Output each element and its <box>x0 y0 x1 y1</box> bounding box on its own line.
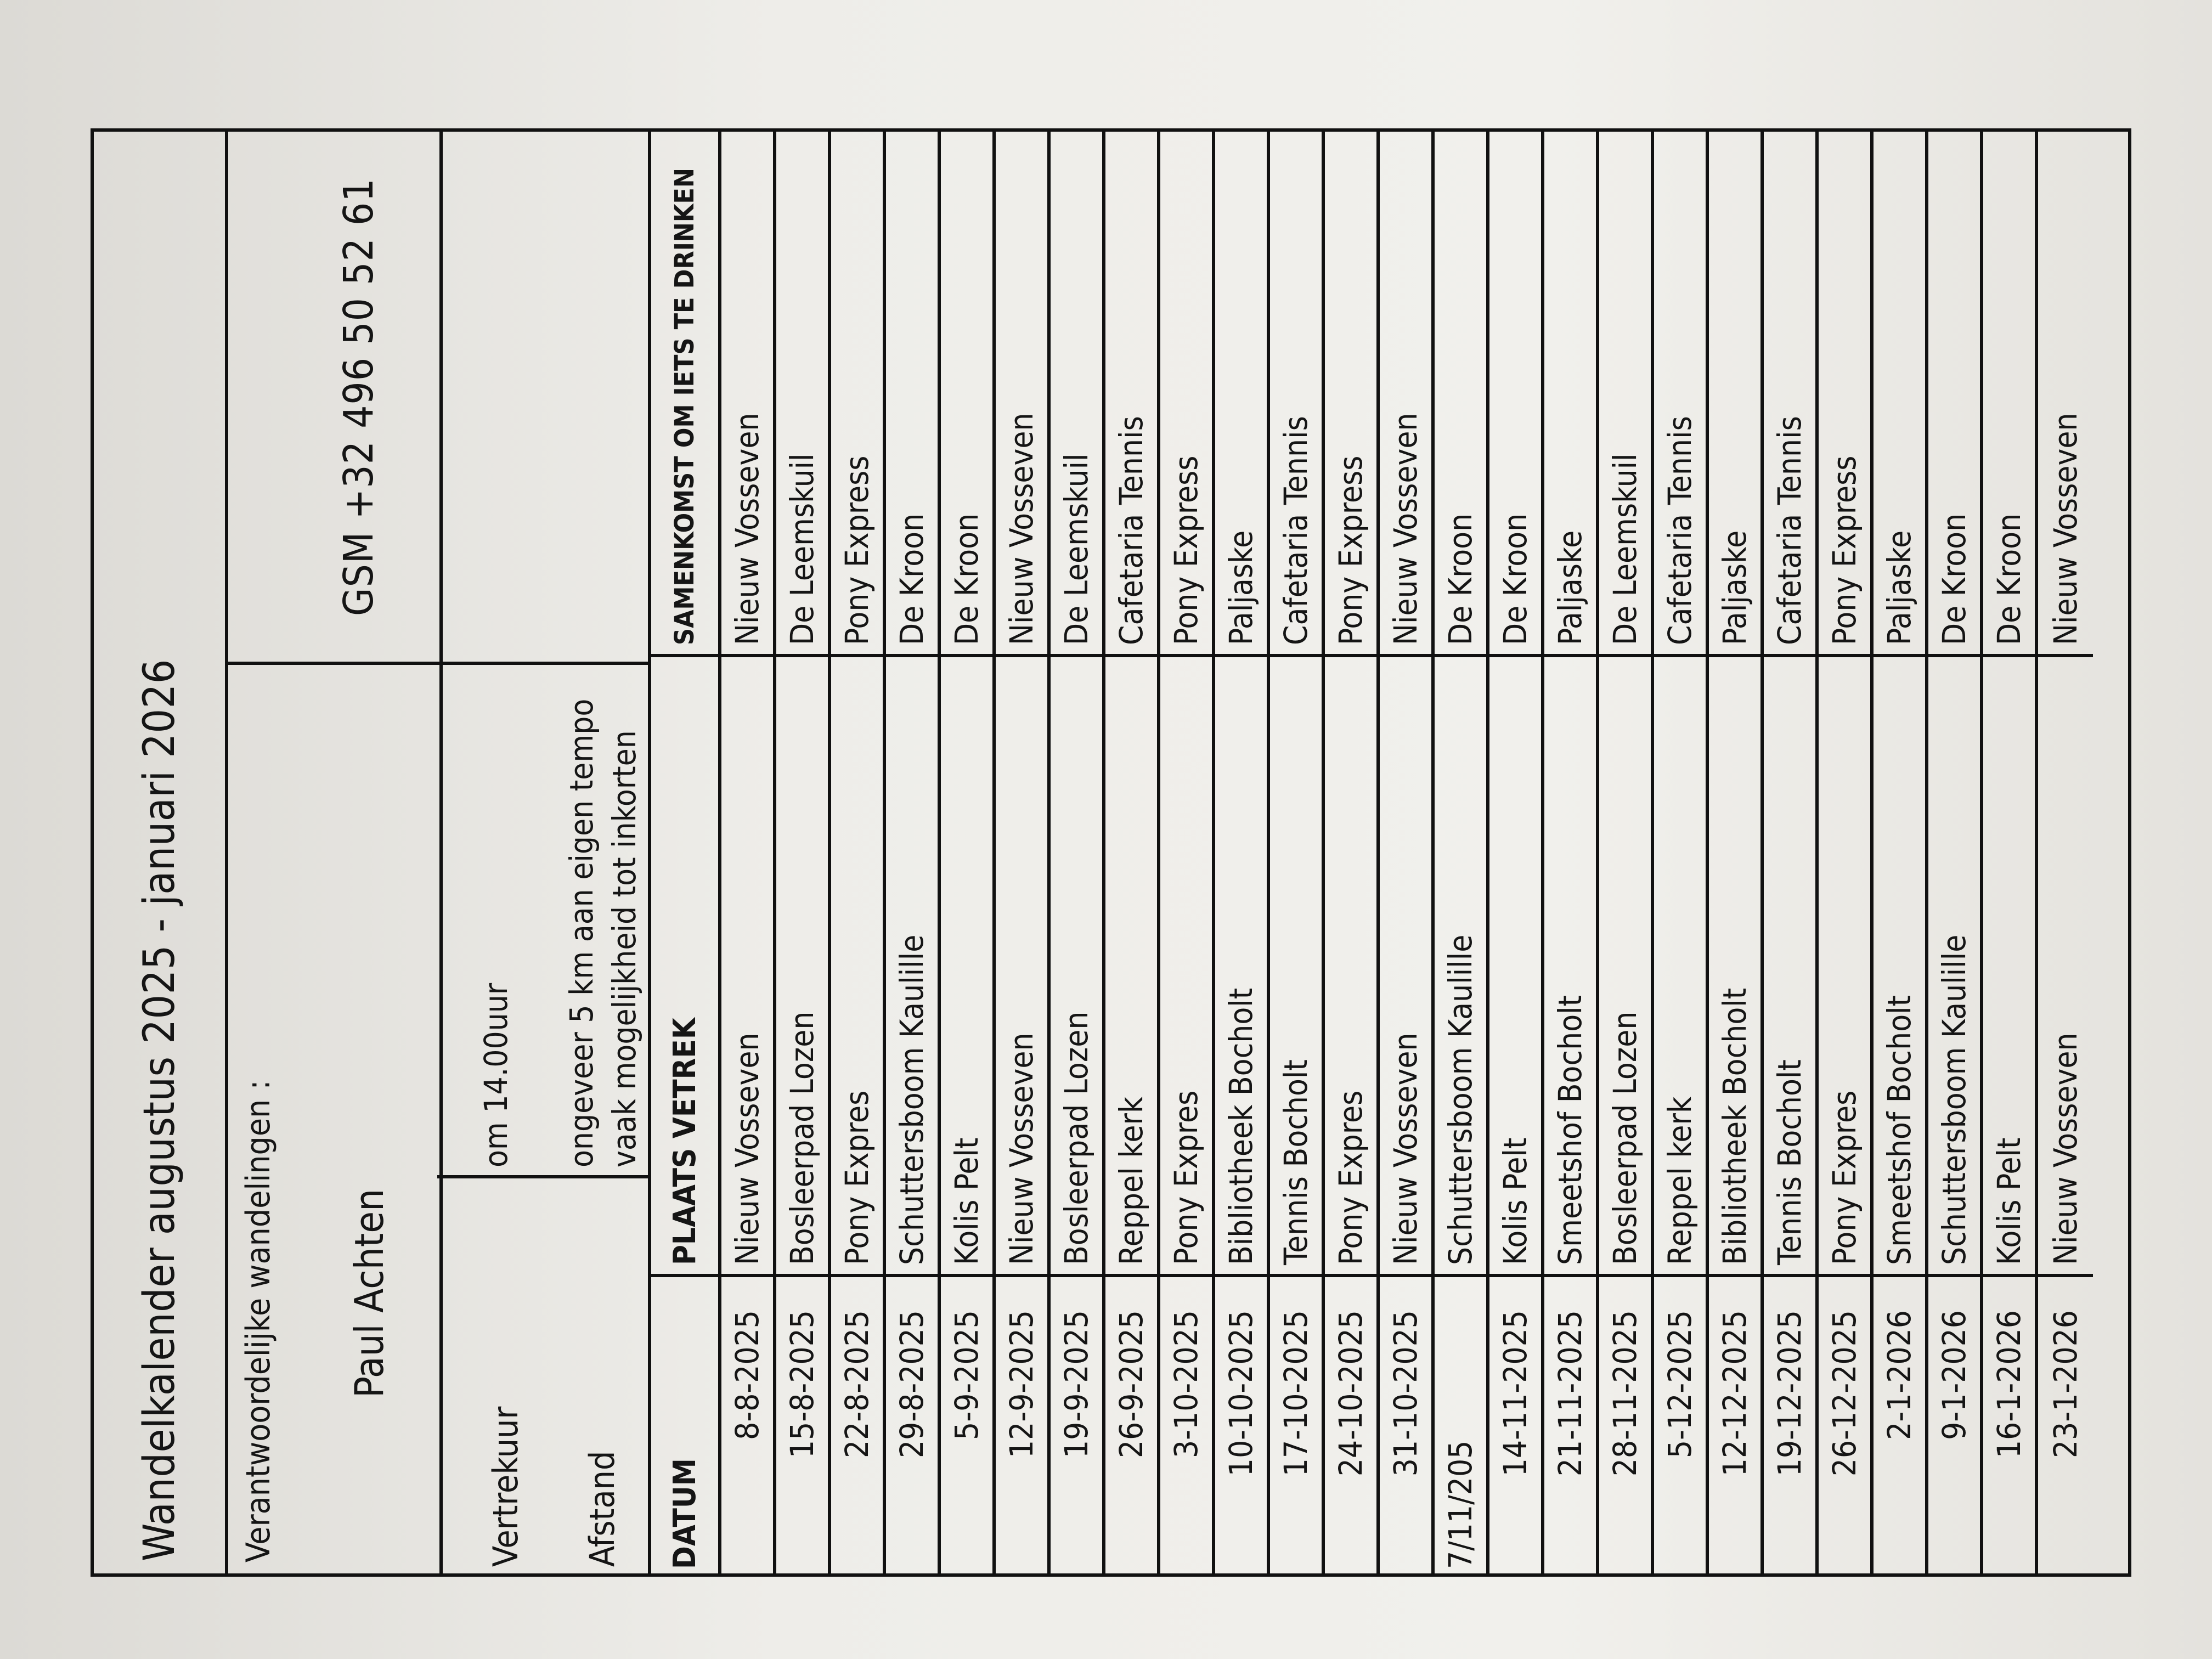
page-title: Wandelkalender augustus 2025 - januari 2026 <box>94 132 228 1573</box>
cell-date: 28-11-2025 <box>1606 1310 1644 1477</box>
header-date: DATUM <box>667 1458 703 1569</box>
cell-departure-place: Kolis Pelt <box>1983 657 2035 1277</box>
cell-departure-place: Bosleerpad Lozen <box>1599 657 1651 1277</box>
cell-meeting-place: De Leemskuil <box>776 132 828 657</box>
cell-meeting-place: De Kroon <box>1928 132 1980 657</box>
cell-meeting-place: De Leemskuil <box>1051 132 1102 657</box>
phone-number: GSM +32 496 50 52 61 <box>335 178 382 616</box>
cell-meeting-place: Nieuw Vosseven <box>2038 132 2093 657</box>
cell-departure-place: Nieuw Vosseven <box>996 657 1047 1277</box>
cell-meeting-place: Pony Express <box>1160 132 1212 657</box>
cell-departure-place: Bibliotheek Bocholt <box>1215 657 1267 1277</box>
table-row <box>1544 132 1599 1573</box>
cell-departure-place: Reppel kerk <box>1654 657 1706 1277</box>
cell-meeting-place: Paljaske <box>1709 132 1760 657</box>
table-row <box>776 132 831 1573</box>
cell-date: 12-12-2025 <box>1716 1310 1753 1477</box>
cell-date: 19-12-2025 <box>1771 1310 1808 1477</box>
cell-departure-place: Kolis Pelt <box>941 657 992 1277</box>
cell-departure-place: Nieuw Vosseven <box>1380 657 1431 1277</box>
walk-table <box>648 132 2093 1573</box>
cell-departure-place: Smeetshof Bocholt <box>1874 657 1925 1277</box>
schedule-frame <box>91 128 2131 1577</box>
cell-departure-place: Bosleerpad Lozen <box>1051 657 1102 1277</box>
cell-meeting-place: Paljaske <box>1874 132 1925 657</box>
cell-date: 19-9-2025 <box>1058 1310 1095 1459</box>
distance-label: Afstand <box>582 1451 622 1567</box>
distance-line-1: ongeveer 5 km aan eigen tempo <box>563 698 600 1167</box>
cell-date: 5-9-2025 <box>948 1310 985 1440</box>
cell-date: 24-10-2025 <box>1332 1310 1369 1477</box>
table-row <box>996 132 1051 1573</box>
table-row <box>1654 132 1709 1573</box>
distance-value <box>560 699 646 1167</box>
table-row <box>941 132 996 1573</box>
table-row <box>721 132 776 1573</box>
cell-departure-place: Pony Expres <box>1160 657 1212 1277</box>
table-row <box>2038 132 2093 1573</box>
cell-departure-place: Smeetshof Bocholt <box>1544 657 1596 1277</box>
cell-departure-place: Pony Expres <box>1325 657 1376 1277</box>
cell-meeting-place: Pony Express <box>831 132 883 657</box>
table-row <box>1435 132 1489 1573</box>
responsible-label: Verantwoordelijke wandelingen : <box>239 1080 278 1562</box>
table-row <box>1983 132 2038 1573</box>
cell-meeting-place: De Kroon <box>1435 132 1486 657</box>
cell-date: 7/11/205 <box>1442 1440 1479 1569</box>
cell-meeting-place: Pony Express <box>1325 132 1376 657</box>
table-body <box>721 132 2093 1573</box>
cell-departure-place: Bosleerpad Lozen <box>776 657 828 1277</box>
cell-departure-place: Pony Expres <box>831 657 883 1277</box>
cell-departure-place: Tennis Bocholt <box>1764 657 1815 1277</box>
table-row <box>1489 132 1544 1573</box>
table-row <box>1928 132 1983 1573</box>
table-row <box>1380 132 1435 1573</box>
cell-departure-place: Schuttersboom Kaulille <box>886 657 938 1277</box>
cell-departure-place: Pony Expres <box>1819 657 1870 1277</box>
cell-departure-place: Nieuw Vosseven <box>721 657 773 1277</box>
table-row <box>1599 132 1654 1573</box>
table-row <box>1325 132 1380 1573</box>
cell-date: 16-1-2026 <box>1990 1310 2028 1459</box>
distance-row <box>544 132 648 1573</box>
table-row <box>1105 132 1160 1573</box>
cell-date: 15-8-2025 <box>783 1310 821 1459</box>
table-row <box>1819 132 1874 1573</box>
cell-meeting-place: Paljaske <box>1215 132 1267 657</box>
cell-date: 29-8-2025 <box>893 1310 930 1459</box>
cell-meeting-place: Nieuw Vosseven <box>721 132 773 657</box>
cell-departure-place: Schuttersboom Kaulille <box>1928 657 1980 1277</box>
cell-meeting-place: De Kroon <box>941 132 992 657</box>
cell-departure-place: Kolis Pelt <box>1489 657 1541 1277</box>
cell-meeting-place: De Kroon <box>1489 132 1541 657</box>
cell-date: 31-10-2025 <box>1387 1310 1424 1477</box>
cell-meeting-place: Cafetaria Tennis <box>1654 132 1706 657</box>
cell-meeting-place: Cafetaria Tennis <box>1764 132 1815 657</box>
cell-date: 22-8-2025 <box>838 1310 876 1459</box>
departure-time-label: Vertrekuur <box>486 1406 526 1567</box>
responsible-name: Paul Achten <box>346 1188 392 1398</box>
table-row <box>831 132 886 1573</box>
cell-departure-place: Schuttersboom Kaulille <box>1435 657 1486 1277</box>
table-row <box>1874 132 1928 1573</box>
cell-meeting-place: Nieuw Vosseven <box>1380 132 1431 657</box>
info-divider-right <box>226 662 650 665</box>
distance-line-2: vaak mogelijkheid tot inkorten <box>606 730 643 1167</box>
cell-meeting-place: Nieuw Vosseven <box>996 132 1047 657</box>
table-row <box>886 132 941 1573</box>
cell-meeting-place: De Kroon <box>886 132 938 657</box>
table-row <box>1051 132 1105 1573</box>
cell-date: 21-11-2025 <box>1551 1310 1589 1477</box>
cell-date: 8-8-2025 <box>729 1310 766 1440</box>
cell-date: 26-9-2025 <box>1113 1310 1150 1459</box>
cell-date: 17-10-2025 <box>1277 1310 1314 1477</box>
table-row <box>1215 132 1270 1573</box>
cell-date: 10-10-2025 <box>1222 1310 1260 1477</box>
cell-departure-place: Nieuw Vosseven <box>2038 657 2093 1277</box>
cell-date: 14-11-2025 <box>1497 1310 1534 1477</box>
table-row <box>1160 132 1215 1573</box>
table-row <box>1709 132 1764 1573</box>
responsible-section <box>228 132 439 1573</box>
cell-date: 23-1-2026 <box>2047 1310 2084 1459</box>
table-row <box>1764 132 1819 1573</box>
cell-meeting-place: De Kroon <box>1983 132 2035 657</box>
table-row <box>1270 132 1325 1573</box>
departure-time-value: om 14.00uur <box>477 983 515 1167</box>
cell-date: 5-12-2025 <box>1661 1310 1699 1459</box>
cell-date: 3-10-2025 <box>1167 1310 1205 1459</box>
cell-departure-place: Bibliotheek Bocholt <box>1709 657 1760 1277</box>
cell-date: 12-9-2025 <box>1003 1310 1040 1459</box>
cell-departure-place: Reppel kerk <box>1105 657 1157 1277</box>
header-departure-place: PLAATS VETREK <box>651 657 718 1277</box>
departure-time-row <box>439 132 544 1573</box>
cell-meeting-place: De Leemskuil <box>1599 132 1651 657</box>
cell-departure-place: Tennis Bocholt <box>1270 657 1322 1277</box>
cell-date: 26-12-2025 <box>1826 1310 1863 1477</box>
info-divider-left <box>437 1175 650 1178</box>
cell-date: 2-1-2026 <box>1881 1310 1918 1440</box>
header-meeting-place: SAMENKOMST OM IETS TE DRINKEN <box>651 132 718 657</box>
cell-meeting-place: Cafetaria Tennis <box>1270 132 1322 657</box>
cell-meeting-place: Pony Express <box>1819 132 1870 657</box>
cell-meeting-place: Paljaske <box>1544 132 1596 657</box>
cell-meeting-place: Cafetaria Tennis <box>1105 132 1157 657</box>
table-header-row <box>651 132 721 1573</box>
schedule-sheet <box>0 99 2107 1659</box>
cell-date: 9-1-2026 <box>1936 1310 1973 1440</box>
